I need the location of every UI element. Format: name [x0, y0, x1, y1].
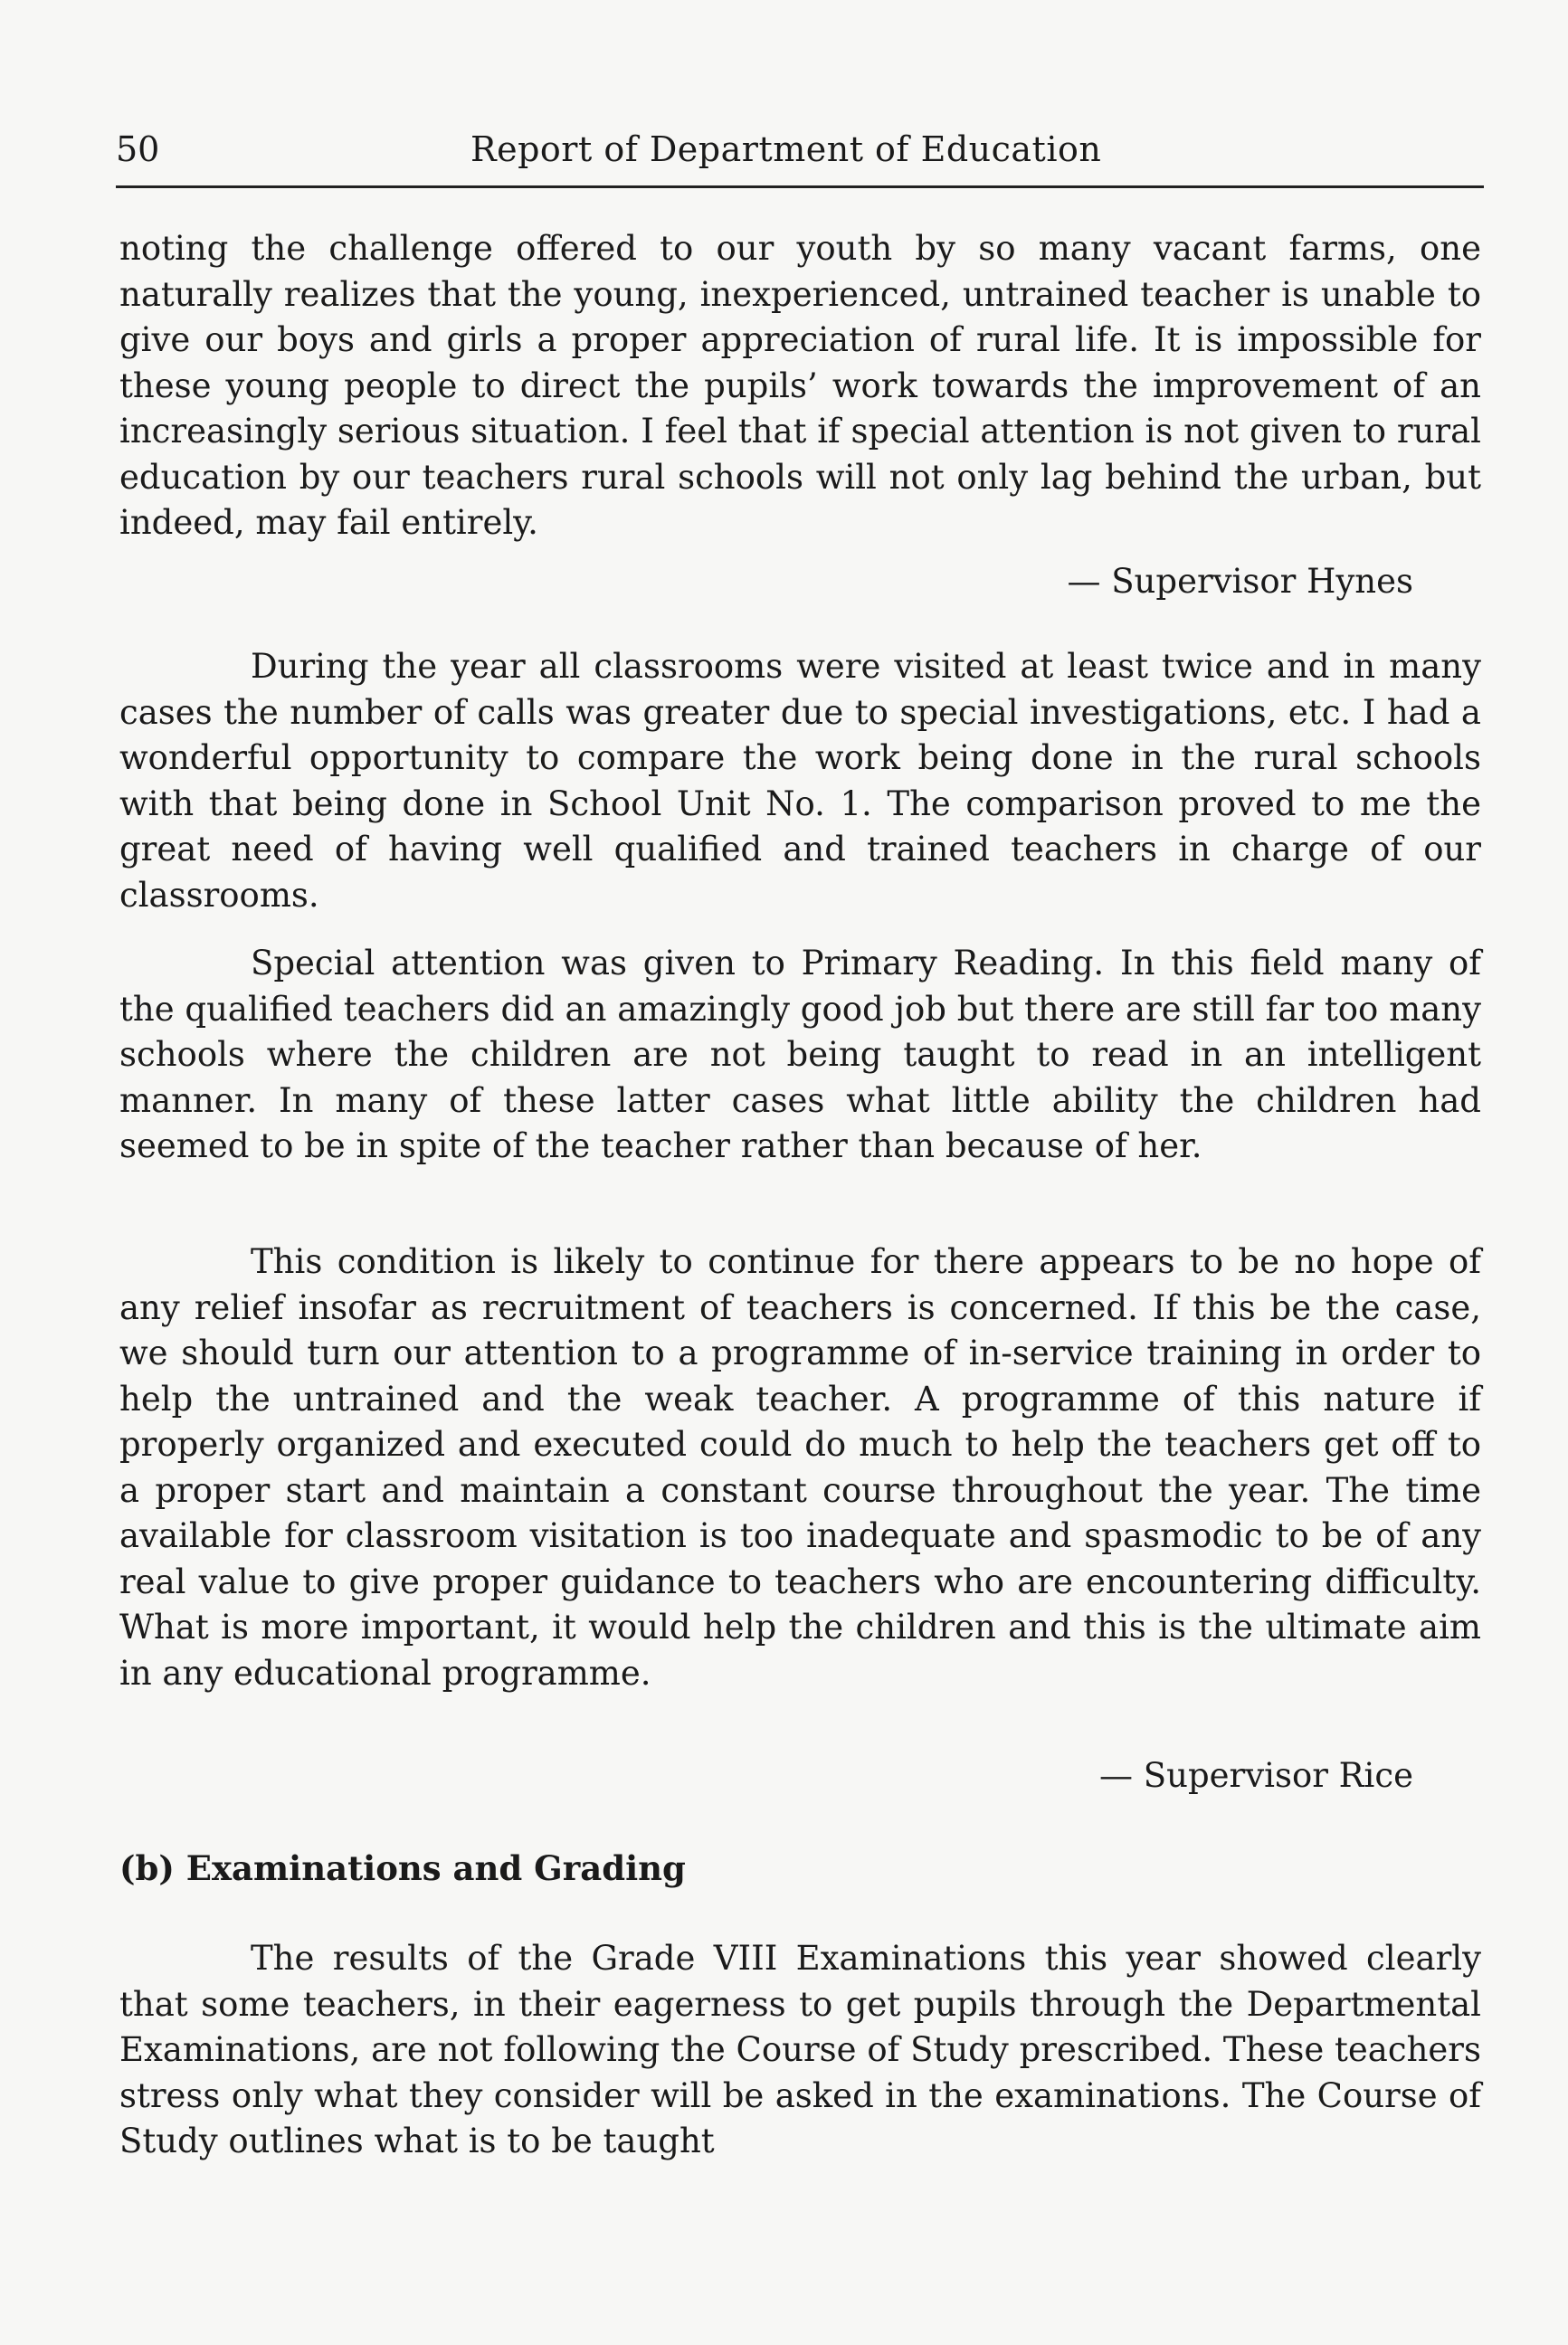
page-number: 50 — [116, 129, 160, 169]
paragraph-examinations: The results of the Grade VIII Examinations this year showed clearly that some teachers, in their eagerness to get pupils through the Departmental Examinations, are not following the Course of Study prescribed. These teachers stress only what they consider will be asked in the examinations. The Course of Study outlines what is to be taught — [119, 1939, 1481, 2160]
signature-hynes: — Supervisor Hynes — [1067, 562, 1413, 601]
paragraph-in-service-training: This condition is likely to continue for there appears to be no hope of any relief insofar as recruitment of teachers is concerned. If this be the case, we should turn our attention to a programme of in-service training in order to help the untrained and the weak teacher. A programme of this nature if properly organized and executed could do much to help the teachers get off to a proper start and maintain a constant course throughout the year. The time available for classroom visitation is too inadequate and spasmodic to be of any real value to give proper guidance to teachers who are encountering difficulty. What is more important, it would help the children and this is the ultimate aim in any educational programme. — [119, 1242, 1481, 1693]
section-heading: (b) Examinations and Grading — [119, 1848, 686, 1888]
header-rule — [116, 185, 1484, 188]
running-head: Report of Department of Education — [470, 129, 1102, 169]
paragraph-continued: noting the challenge offered to our youth by so many vacant farms, one naturally realizes that the young, inexperienced, untrained teacher is unable to give our boys and girls a proper appreciation of rural life. It is impossible for these young people to direct the pupils’ work towards the improvement of an increasingly serious situation. I feel that if special attention is not given to rural education by our teachers rural schools will not only lag behind the urban, but indeed, may fail entirely. — [119, 229, 1481, 542]
paragraph-primary-reading: Special attention was given to Primary Reading. In this field many of the qualified teachers did an amazingly good job but there are still far too many schools where the children are not being taught to read in an intelligent manner. In many of these latter cases what little ability the children had seemed to be in spite of the teacher rather than because of her. — [119, 944, 1481, 1165]
signature-rice: — Supervisor Rice — [1099, 1756, 1413, 1795]
page-header — [116, 127, 1484, 183]
paragraph-classroom-visits: During the year all classrooms were visited at least twice and in many cases the number of calls was greater due to special investigations, etc. I had a wonderful opportunity to compare the work being done in the rural schools with that being done in School Unit No. 1. The comparison proved to me the great need of having well qualified and trained teachers in charge of our classrooms. — [119, 647, 1481, 915]
